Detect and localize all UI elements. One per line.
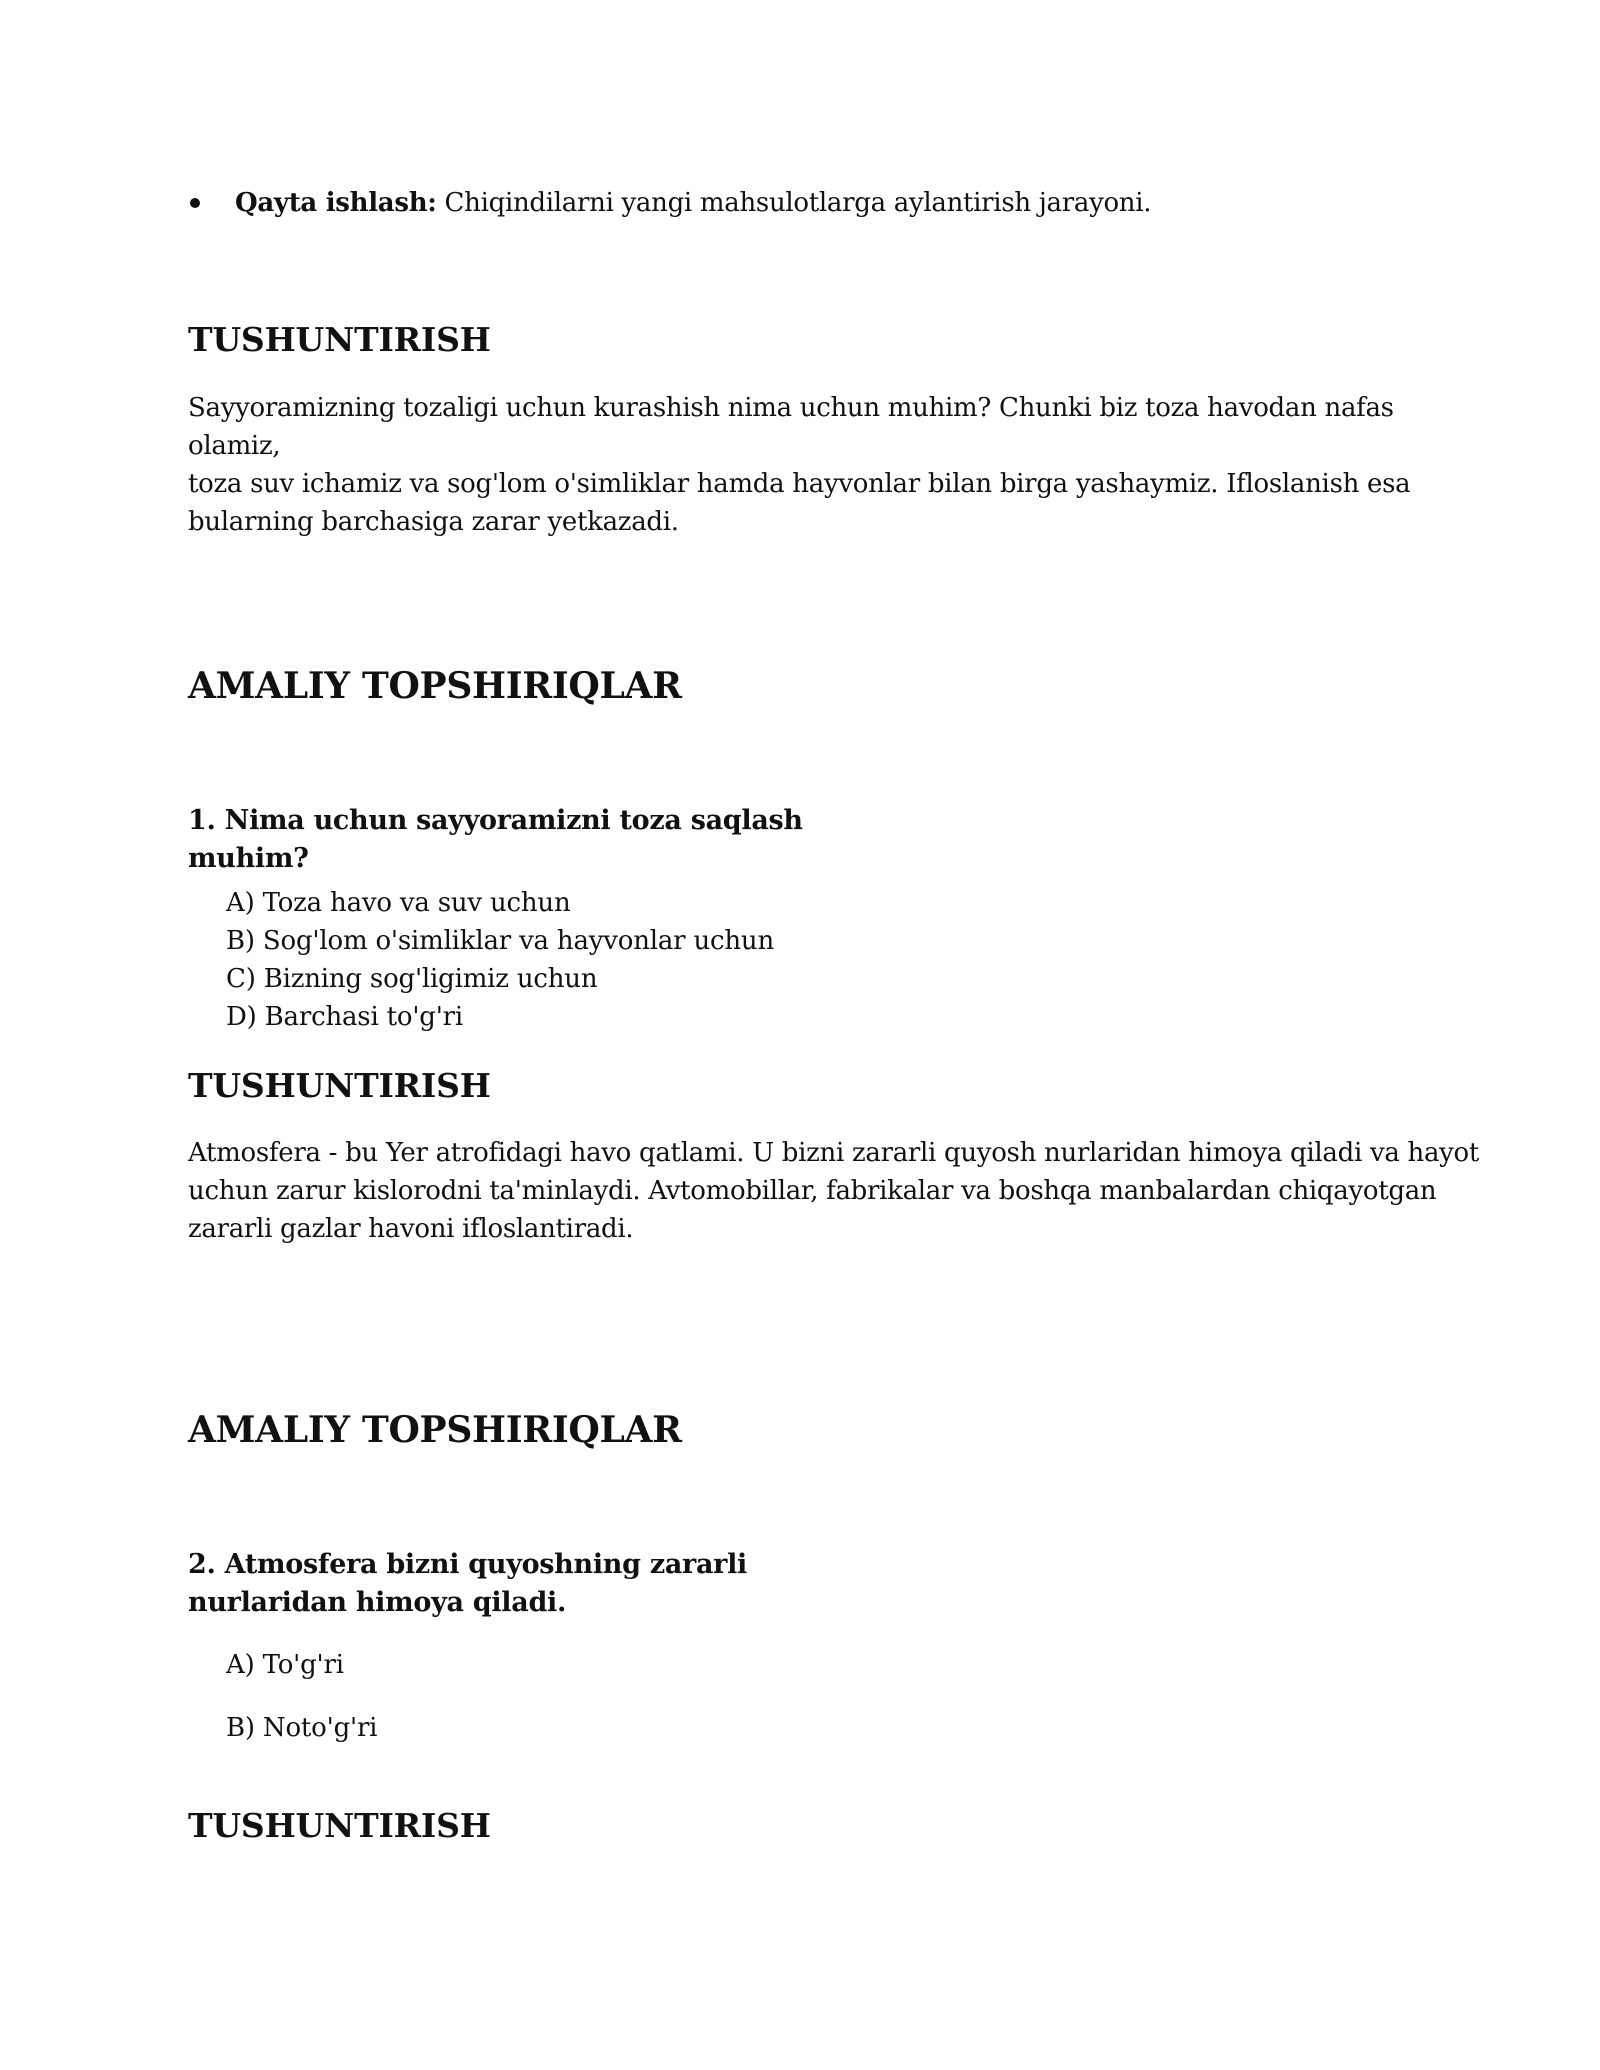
explanation-paragraph-2 <box>188 1134 1488 1248</box>
bullet-dot <box>190 198 200 208</box>
question-line: 1. Nima uchun sayyoramizni toza saqlash <box>188 805 803 836</box>
explanation-heading-2: TUSHUNTIRISH <box>188 1066 491 1105</box>
explanation-heading-1: TUSHUNTIRISH <box>188 320 491 359</box>
bullet-term: Qayta ishlash: <box>235 188 437 218</box>
option-c: C) Bizning sog'ligimiz uchun <box>226 964 598 994</box>
explanation-heading-3: TUSHUNTIRISH <box>188 1806 491 1845</box>
explanation-paragraph-1 <box>188 389 1488 541</box>
paragraph-line: Atmosfera - bu Yer atrofidagi havo qatlami. U bizni zararli quyosh nurlaridan himoya qiladi va hayot <box>188 1138 1480 1168</box>
question-2-option-b: B) Noto'g'ri <box>226 1713 378 1743</box>
paragraph-line: bularning barchasiga zarar yetkazadi. <box>188 507 679 537</box>
option-b: B) Sog'lom o'simliklar va hayvonlar uchun <box>226 926 774 956</box>
tasks-heading-2: AMALIY TOPSHIRIQLAR <box>188 1409 682 1451</box>
question-2-option-a: A) To'g'ri <box>226 1650 344 1680</box>
tasks-heading-1: AMALIY TOPSHIRIQLAR <box>188 665 682 707</box>
question-1-options <box>226 884 1126 1036</box>
option-d: D) Barchasi to'g'ri <box>226 1002 464 1032</box>
question-2 <box>188 1546 888 1622</box>
paragraph-line: Sayyoramizning tozaligi uchun kurashish nima uchun muhim? Chunki biz toza havodan nafas olamiz, <box>188 393 1394 461</box>
bullet-text: Chiqindilarni yangi mahsulotlarga aylantirish jarayoni. <box>436 188 1152 218</box>
question-line: 2. Atmosfera bizni quyoshning zararli <box>188 1549 747 1580</box>
question-1 <box>188 802 888 878</box>
paragraph-line: uchun zarur kislorodni ta'minlaydi. Avtomobillar, fabrikalar va boshqa manbalardan chiqayotgan <box>188 1176 1437 1206</box>
paragraph-line: zararli gazlar havoni ifloslantiradi. <box>188 1214 634 1244</box>
question-line: nurlaridan himoya qiladi. <box>188 1587 567 1618</box>
bullet-item <box>235 184 1435 222</box>
paragraph-line: toza suv ichamiz va sog'lom o'simliklar hamda hayvonlar bilan birga yashaymiz. Ifloslanish esa <box>188 469 1411 499</box>
option-a: A) Toza havo va suv uchun <box>226 888 571 918</box>
question-line: muhim? <box>188 843 309 874</box>
